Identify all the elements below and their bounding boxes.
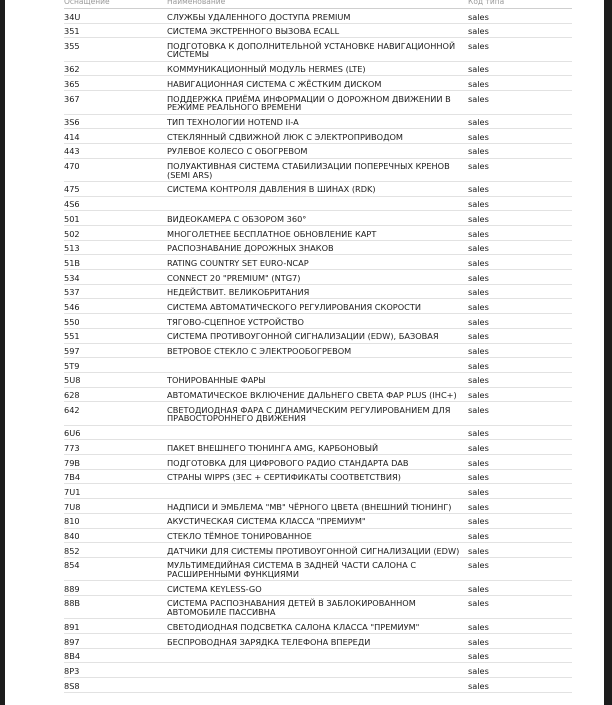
cell-name: ПОДДЕРЖКА ПРИЁМА ИНФОРМАЦИИ О ДОРОЖНОМ ДВИЖЕНИИ В РЕЖИМЕ РЕАЛЬНОГО ВРЕМЕНИ: [167, 93, 451, 113]
cell-type-code: sales: [468, 78, 489, 89]
cell-name: НЕДЕЙСТВИТ. ВЕЛИКОБРИТАНИЯ: [167, 287, 310, 298]
cell-code: 8B4: [64, 651, 81, 662]
cell-code: 551: [64, 331, 80, 342]
cell-type-code: sales: [468, 93, 489, 104]
table-row: [64, 76, 572, 91]
cell-code: 852: [64, 545, 80, 556]
table-row: [64, 62, 572, 77]
header-type-code: Код типа: [468, 0, 505, 6]
cell-code: 502: [64, 228, 80, 239]
cell-name: ПАКЕТ ВНЕШНЕГО ТЮНИНГА AMG, КАРБОНОВЫЙ: [167, 442, 379, 453]
cell-name: РУЛЕВОЕ КОЛЕСО С ОБОГРЕВОМ: [167, 146, 308, 157]
table-row: [64, 344, 572, 359]
table-row: [64, 581, 572, 596]
cell-type-code: sales: [468, 583, 489, 594]
cell-type-code: sales: [468, 257, 489, 268]
table-row: [64, 211, 572, 226]
table-row: [64, 159, 572, 182]
cell-type-code: sales: [468, 360, 489, 371]
cell-name: МНОГОЛЕТНЕЕ БЕСПЛАТНОЕ ОБНОВЛЕНИЕ КАРТ: [167, 228, 377, 239]
cell-code: 8S8: [64, 680, 80, 691]
cell-code: 4S6: [64, 199, 80, 210]
cell-name: ТОНИРОВАННЫЕ ФАРЫ: [167, 375, 266, 386]
table-row: [64, 470, 572, 485]
table-row: [64, 91, 572, 114]
cell-code: 810: [64, 516, 80, 527]
cell-code: 355: [64, 40, 80, 51]
cell-code: 597: [64, 346, 80, 357]
cell-code: 470: [64, 161, 80, 172]
cell-code: 365: [64, 78, 80, 89]
cell-code: 34U: [64, 11, 81, 22]
table-row: [64, 596, 572, 619]
table-row: [64, 241, 572, 256]
cell-code: 79B: [64, 457, 81, 468]
cell-name: ТИП ТЕХНОЛОГИИ HOTEND II-A: [167, 117, 299, 128]
cell-type-code: sales: [468, 316, 489, 327]
cell-type-code: sales: [468, 346, 489, 357]
cell-name: СВЕТОДИОДНАЯ ПОДСВЕТКА САЛОНА КЛАССА "ПРЕМИУМ": [167, 621, 420, 632]
cell-code: 550: [64, 316, 80, 327]
table-row: [64, 558, 572, 581]
cell-type-code: sales: [468, 598, 489, 609]
cell-type-code: sales: [468, 545, 489, 556]
cell-code: 897: [64, 636, 80, 647]
table-row: [64, 484, 572, 499]
table-row: [64, 678, 572, 693]
cell-name: АВТОМАТИЧЕСКОЕ ВКЛЮЧЕНИЕ ДАЛЬНЕГО СВЕТА ФАР PLUS (IHC+): [167, 390, 457, 401]
cell-type-code: sales: [468, 680, 489, 691]
cell-name: [167, 667, 468, 675]
cell-name: ПОДГОТОВКА ДЛЯ ЦИФРОВОГО РАДИО СТАНДАРТА DAB: [167, 457, 409, 468]
cell-code: 628: [64, 390, 80, 401]
table-row: [64, 514, 572, 529]
cell-name: ВЕТРОВОЕ СТЕКЛО С ЭЛЕКТРООБОГРЕВОМ: [167, 346, 352, 357]
cell-code: 537: [64, 287, 80, 298]
cell-name: [167, 652, 468, 660]
cell-type-code: sales: [468, 472, 489, 483]
cell-type-code: sales: [468, 184, 489, 195]
cell-code: 475: [64, 184, 80, 195]
cell-code: 5U8: [64, 375, 81, 386]
table-row: [64, 285, 572, 300]
table-header: [64, 0, 572, 9]
cell-type-code: sales: [468, 486, 489, 497]
cell-code: 5T9: [64, 360, 80, 371]
cell-name: СЛУЖБЫ УДАЛЕННОГО ДОСТУПА PREMIUM: [167, 11, 351, 22]
cell-name: СТЕКЛЯННЫЙ СДВИЖНОЙ ЛЮК С ЭЛЕКТРОПРИВОДОМ: [167, 131, 403, 142]
cell-type-code: sales: [468, 636, 489, 647]
cell-name: НАВИГАЦИОННАЯ СИСТЕМА С ЖЁСТКИМ ДИСКОМ: [167, 78, 382, 89]
cell-name: [167, 200, 468, 208]
table-row: [64, 634, 572, 649]
table-row: [64, 499, 572, 514]
cell-type-code: sales: [468, 442, 489, 453]
cell-name: CONNECT 20 "PREMIUM" (NTG7): [167, 272, 301, 283]
table-row: [64, 9, 572, 24]
cell-type-code: sales: [468, 11, 489, 22]
cell-name: СИСТЕМА РАСПОЗНАВАНИЯ ДЕТЕЙ В ЗАБЛОКИРОВАННОМ АВТОМОБИЛЕ ПАССИВНА: [167, 598, 416, 618]
cell-name: РАСПОЗНАВАНИЕ ДОРОЖНЫХ ЗНАКОВ: [167, 243, 334, 254]
cell-name: СИСТЕМА KEYLESS-GO: [167, 583, 262, 594]
table-row: [64, 24, 572, 39]
table-row: [64, 226, 572, 241]
table-row: [64, 299, 572, 314]
cell-type-code: sales: [468, 146, 489, 157]
cell-type-code: sales: [468, 531, 489, 541]
cell-type-code: sales: [468, 228, 489, 239]
cell-code: 513: [64, 243, 80, 254]
cell-type-code: sales: [468, 404, 489, 415]
cell-name: [167, 429, 468, 437]
cell-code: 642: [64, 404, 80, 415]
cell-code: 534: [64, 272, 80, 283]
cell-code: 7U1: [64, 486, 81, 497]
cell-type-code: sales: [468, 64, 489, 75]
cell-name: RATING COUNTRY SET EURO-NCAP: [167, 257, 309, 268]
header-equipment: Оснащение: [64, 0, 110, 6]
cell-name: [167, 488, 468, 496]
cell-type-code: sales: [468, 457, 489, 468]
cell-name: НАДПИСИ И ЭМБЛЕМА "МВ" ЧЁРНОГО ЦВЕТА (ВНЕШНИЙ ТЮНИНГ): [167, 501, 452, 512]
cell-type-code: sales: [468, 243, 489, 254]
cell-type-code: sales: [468, 199, 489, 210]
cell-type-code: sales: [468, 161, 489, 172]
table-row: [64, 543, 572, 558]
cell-name: СТЕКЛО ТЁМНОЕ ТОНИРОВАННОЕ: [167, 531, 312, 541]
cell-name: СВЕТОДИОДНАЯ ФАРА С ДИНАМИЧЕСКИМ РЕГУЛИРОВАНИЕМ ДЛЯ ПРАВОСТОРОННЕГО ДВИЖЕНИЯ: [167, 404, 451, 424]
cell-code: 367: [64, 93, 80, 104]
cell-name: СИСТЕМА КОНТРОЛЯ ДАВЛЕНИЯ В ШИНАХ (RDK): [167, 184, 376, 195]
table-row: [64, 182, 572, 197]
cell-code: 891: [64, 621, 80, 632]
cell-type-code: sales: [468, 331, 489, 342]
cell-code: 443: [64, 146, 80, 157]
table-row: [64, 649, 572, 664]
table-row: [64, 373, 572, 388]
cell-name: СТРАНЫ WIPPS (3EC + СЕРТИФИКАТЫ СООТВЕТСТВИЯ): [167, 472, 401, 483]
cell-name: ТЯГОВО-СЦЕПНОЕ УСТРОЙСТВО: [167, 316, 304, 327]
cell-code: 6U6: [64, 428, 81, 439]
cell-type-code: sales: [468, 301, 489, 312]
table-row: [64, 270, 572, 285]
table-row: [64, 255, 572, 270]
cell-code: 501: [64, 213, 80, 224]
cell-name: СИСТЕМА ПРОТИВОУГОННОЙ СИГНАЛИЗАЦИИ (EDW), БАЗОВАЯ: [167, 331, 439, 342]
cell-code: 414: [64, 131, 80, 142]
cell-code: 351: [64, 26, 80, 37]
table-body: [64, 9, 572, 693]
cell-code: 8P3: [64, 665, 80, 676]
cell-type-code: sales: [468, 117, 489, 128]
table-row: [64, 529, 572, 544]
cell-type-code: sales: [468, 272, 489, 283]
cell-type-code: sales: [468, 375, 489, 386]
equipment-table: [64, 0, 572, 693]
table-row: [64, 197, 572, 212]
cell-type-code: sales: [468, 428, 489, 439]
cell-code: 362: [64, 64, 80, 75]
cell-name: БЕСПРОВОДНАЯ ЗАРЯДКА ТЕЛЕФОНА ВПЕРЕДИ: [167, 636, 371, 647]
header-name: Наименование: [167, 0, 226, 6]
cell-code: 546: [64, 301, 80, 312]
table-row: [64, 619, 572, 634]
table-row: [64, 440, 572, 455]
cell-type-code: sales: [468, 651, 489, 662]
cell-code: 51B: [64, 257, 81, 268]
cell-code: 7U8: [64, 501, 81, 512]
cell-name: ВИДЕОКАМЕРА С ОБЗОРОМ 360°: [167, 213, 307, 224]
cell-code: 889: [64, 583, 80, 594]
cell-type-code: sales: [468, 40, 489, 51]
table-row: [64, 129, 572, 144]
cell-type-code: sales: [468, 560, 489, 571]
cell-code: 854: [64, 560, 80, 571]
cell-code: 3S6: [64, 117, 80, 128]
cell-type-code: sales: [468, 287, 489, 298]
document-page: [5, 0, 604, 705]
cell-code: 773: [64, 442, 80, 453]
cell-type-code: sales: [468, 213, 489, 224]
cell-name: ДАТЧИКИ ДЛЯ СИСТЕМЫ ПРОТИВОУГОННОЙ СИГНАЛИЗАЦИИ (EDW): [167, 545, 460, 556]
cell-name: [167, 362, 468, 370]
cell-name: ПОДГОТОВКА К ДОПОЛНИТЕЛЬНОЙ УСТАНОВКЕ НАВИГАЦИОННОЙ СИСТЕМЫ: [167, 40, 456, 60]
table-row: [64, 358, 572, 373]
table-row: [64, 388, 572, 403]
cell-name: КОММУНИКАЦИОННЫЙ МОДУЛЬ HERMES (LTE): [167, 64, 366, 75]
table-row: [64, 455, 572, 470]
table-row: [64, 144, 572, 159]
table-row: [64, 402, 572, 425]
cell-name: СИСТЕМА ЭКСТРЕННОГО ВЫЗОВА ECALL: [167, 26, 340, 37]
table-row: [64, 329, 572, 344]
cell-name: СИСТЕМА АВТОМАТИЧЕСКОГО РЕГУЛИРОВАНИЯ СКОРОСТИ: [167, 301, 422, 312]
table-row: [64, 115, 572, 130]
cell-type-code: sales: [468, 131, 489, 142]
table-row: [64, 663, 572, 678]
cell-name: ПОЛУАКТИВНАЯ СИСТЕМА СТАБИЛИЗАЦИИ ПОПЕРЕЧНЫХ КРЕНОВ (SEMI ARS): [167, 161, 450, 180]
cell-code: 7B4: [64, 472, 81, 483]
cell-type-code: sales: [468, 516, 489, 527]
table-row: [64, 38, 572, 61]
cell-code: 840: [64, 531, 80, 541]
cell-name: МУЛЬТИМЕДИЙНАЯ СИСТЕМА В ЗАДНЕЙ ЧАСТИ САЛОНА С РАСШИРЕННЫМИ ФУНКЦИЯМИ: [167, 560, 417, 579]
cell-name: АКУСТИЧЕСКАЯ СИСТЕМА КЛАССА "ПРЕМИУМ": [167, 516, 366, 527]
cell-type-code: sales: [468, 26, 489, 37]
cell-type-code: sales: [468, 501, 489, 512]
cell-name: [167, 682, 468, 690]
table-row: [64, 426, 572, 441]
table-row: [64, 314, 572, 329]
cell-type-code: sales: [468, 665, 489, 676]
cell-type-code: sales: [468, 621, 489, 632]
cell-code: 88B: [64, 598, 81, 609]
cell-type-code: sales: [468, 390, 489, 401]
